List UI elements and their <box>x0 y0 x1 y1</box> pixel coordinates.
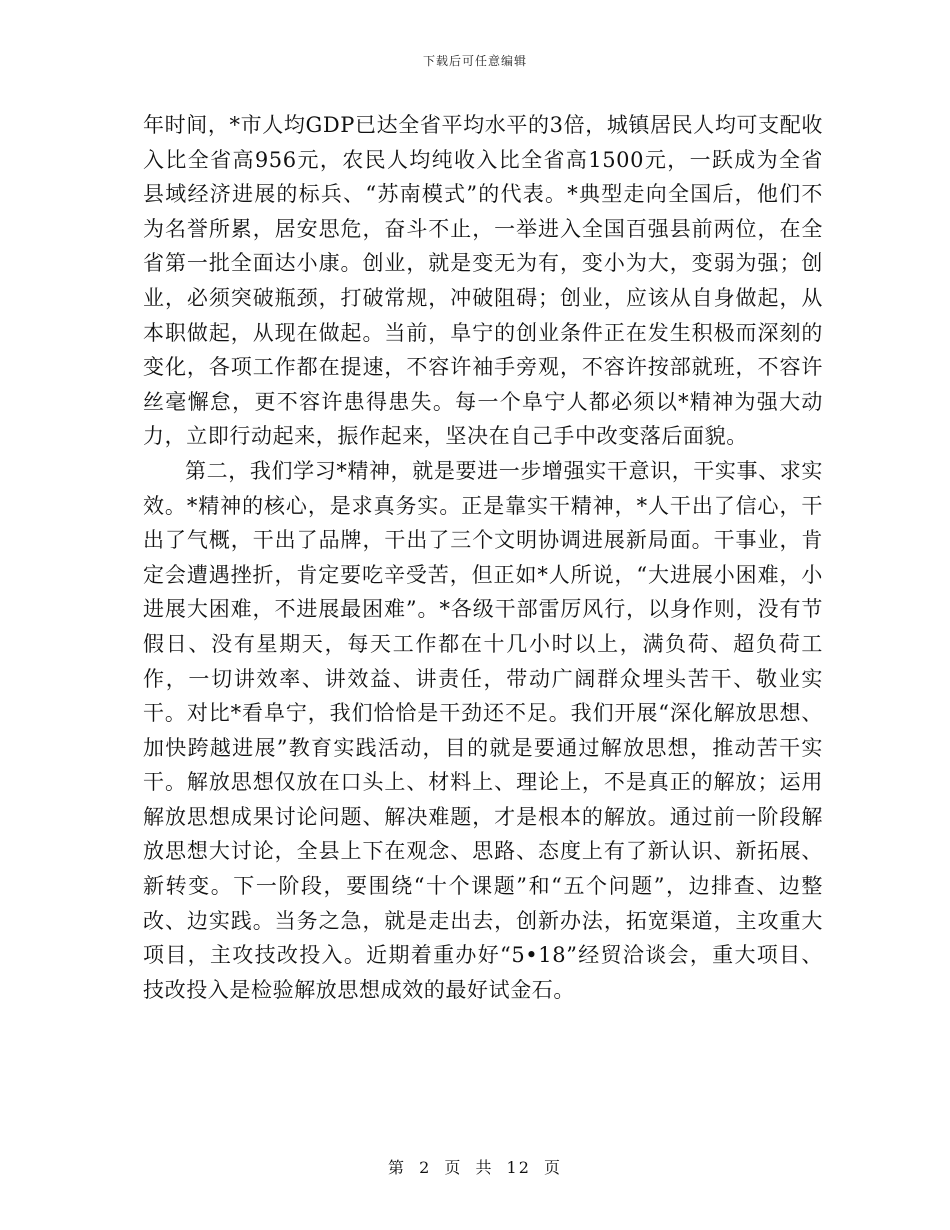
page-footer: 第 2 页 共 12 页 <box>388 1158 562 1177</box>
document-body <box>143 108 823 1007</box>
body-paragraph-1: 年时间，*市人均GDP已达全省平均水平的3倍，城镇居民人均可支配收入比全省高956元，农民人均纯收入比全省高1500元，一跃成为全省县域经济进展的标兵、“苏南模式”的代表。*典型走向全国后，他们不为名誉所累，居安思危，奋斗不止，一举进入全国百强县前两位，在全省第一批全面达小康。创业，就是变无为有，变小为大，变弱为强；创业，必须突破瓶颈，打破常规，冲破阻碍；创业，应该从自身做起，从本职做起，从现在做起。当前，阜宁的创业条件正在发生积极而深刻的变化，各项工作都在提速，不容许袖手旁观，不容许按部就班，不容许丝毫懈怠，更不容许患得患失。每一个阜宁人都必须以*精神为强大动力，立即行动起来，振作起来，坚决在自己手中改变落后面貌。 <box>143 113 823 449</box>
body-paragraph-2: 第二，我们学习*精神，就是要进一步增强实干意识，干实事、求实效。*精神的核心，是求真务实。正是靠实干精神，*人干出了信心，干出了气概，干出了品牌，干出了三个文明协调进展新局面。干事业，肯定会遭遇挫折，肯定要吃辛受苦，但正如*人所说，“大进展小困难，小进展大困难，不进展最困难”。*各级干部雷厉风行，以身作则，没有节假日、没有星期天，每天工作都在十几小时以上，满负荷、超负荷工作，一切讲效率、讲效益、讲责任，带动广阔群众埋头苦干、敬业实干。对比*看阜宁，我们恰恰是干劲还不足。我们开展“深化解放思想、加快跨越进展”教育实践活动，目的就是要通过解放思想，推动苦干实干。解放思想仅放在口头上、材料上、理论上，不是真正的解放；运用解放思想成果讨论问题、解决难题，才是根本的解放。通过前一阶段解放思想大讨论，全县上下在观念、思路、态度上有了新认识、新拓展、新转变。下一阶段，要围绕“十个课题”和“五个问题”，边排查、边整改、边实践。当务之急，就是走出去，创新办法，拓宽渠道，主攻重大项目，主攻技改投入。近期着重办好“5•18”经贸洽谈会，重大项目、技改投入是检验解放思想成效的最好试金石。 <box>143 458 823 1002</box>
page-header: 下载后可任意编辑 <box>422 54 527 68</box>
